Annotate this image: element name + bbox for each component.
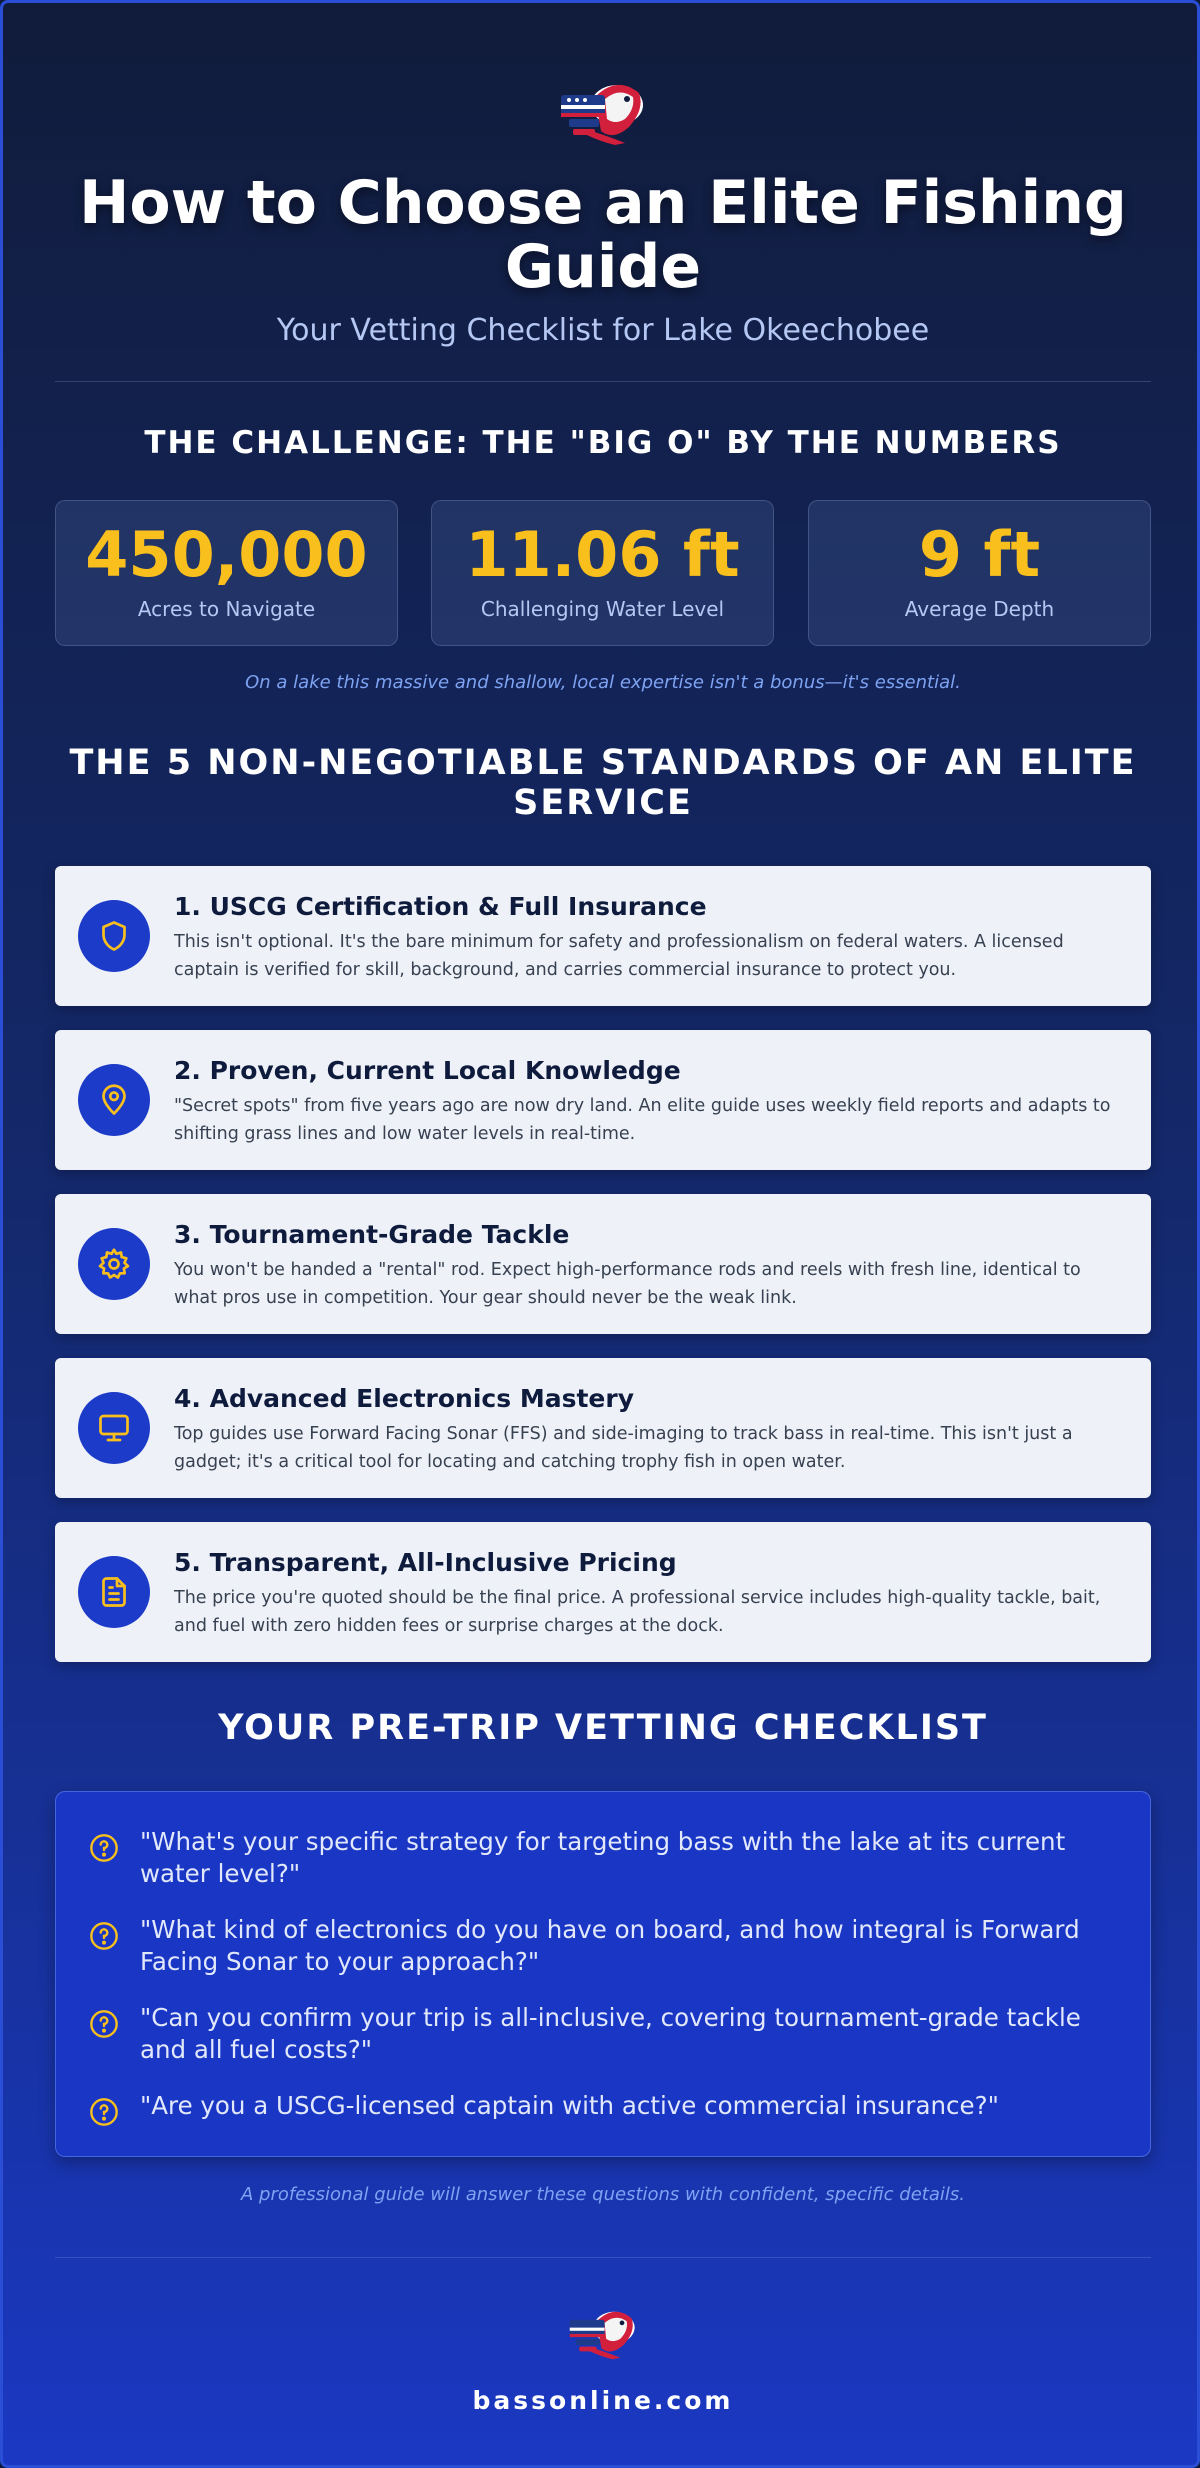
bass-fish-logo — [555, 69, 651, 147]
standard-description: You won't be handed a "rental" rod. Expect high-performance rods and reels with fresh line, identical to what pros use in competition. Your gear should never be the weak link. — [174, 1260, 1081, 1308]
checklist-heading: YOUR PRE-TRIP VETTING CHECKLIST — [218, 1708, 988, 1748]
standard-card-1 — [55, 866, 1151, 1006]
standard-title: 2. Proven, Current Local Knowledge — [174, 1056, 681, 1085]
standard-card-5 — [55, 1522, 1151, 1662]
checklist-question: "What's your specific strategy for targeting bass with the lake at its current water level?" — [140, 1827, 1066, 1888]
challenge-heading: THE CHALLENGE: THE "BIG O" BY THE NUMBERS — [144, 425, 1062, 461]
checklist-note: A professional guide will answer these questions with confident, specific details. — [240, 2184, 965, 2205]
shield-icon — [96, 918, 132, 954]
page-title: How to Choose an Elite Fishing Guide — [79, 168, 1127, 302]
standard-card-3 — [55, 1194, 1151, 1334]
question-circle-icon — [88, 1832, 120, 1864]
standard-description: This isn't optional. It's the bare minimum for safety and professionalism on federal waters. A licensed captain is verified for skill, background, and carries commercial insurance to protect you. — [174, 932, 1064, 980]
standard-title: 1. USCG Certification & Full Insurance — [174, 892, 707, 921]
standard-card-2 — [55, 1030, 1151, 1170]
stat-card-depth — [808, 500, 1151, 646]
standard-description: Top guides use Forward Facing Sonar (FFS) and side-imaging to track bass in real-time. This isn't just a gadget; it's a critical tool for locating and catching trophy fish in open water. — [174, 1424, 1073, 1472]
bass-fish-logo-footer — [565, 2299, 641, 2361]
standards-heading: THE 5 NON-NEGOTIABLE STANDARDS OF AN ELITE SERVICE — [69, 743, 1137, 823]
footer-site-link[interactable]: bassonline.com — [472, 2386, 734, 2415]
map-pin-icon-badge — [78, 1064, 150, 1136]
stat-label: Average Depth — [904, 597, 1055, 621]
document-icon-badge — [78, 1556, 150, 1628]
standard-description: "Secret spots" from five years ago are now dry land. An elite guide uses weekly field reports and adapts to shifting grass lines and low water levels in real-time. — [174, 1096, 1111, 1144]
standard-description: The price you're quoted should be the final price. A professional service includes high-quality tackle, bait, and fuel with zero hidden fees or surprise charges at the dock. — [174, 1588, 1101, 1636]
header-divider — [55, 381, 1151, 382]
map-pin-icon — [96, 1082, 132, 1118]
checklist-question: "Are you a USCG-licensed captain with active commercial insurance?" — [140, 2091, 999, 2120]
page-subtitle: Your Vetting Checklist for Lake Okeechobee — [276, 313, 930, 348]
question-circle-icon — [88, 2096, 120, 2128]
stat-value: 450,000 — [85, 518, 368, 591]
stat-label: Challenging Water Level — [480, 597, 725, 621]
stat-value: 9 ft — [918, 518, 1041, 591]
gear-icon — [96, 1246, 132, 1282]
checklist-box — [55, 1791, 1151, 2157]
standard-title: 5. Transparent, All-Inclusive Pricing — [174, 1548, 677, 1577]
question-circle-icon — [88, 2008, 120, 2040]
checklist-question: "What kind of electronics do you have on board, and how integral is Forward Facing Sonar to your approach?" — [140, 1915, 1080, 1976]
standard-title: 3. Tournament-Grade Tackle — [174, 1220, 570, 1249]
challenge-note: On a lake this massive and shallow, local expertise isn't a bonus—it's essential. — [245, 672, 961, 693]
question-circle-icon — [88, 1920, 120, 1952]
gear-icon-badge — [78, 1228, 150, 1300]
stat-card-acres — [55, 500, 398, 646]
shield-icon-badge — [78, 900, 150, 972]
checklist-question: "Can you confirm your trip is all-inclusive, covering tournament-grade tackle and all fuel costs?" — [140, 2003, 1081, 2064]
standard-card-4 — [55, 1358, 1151, 1498]
stat-card-water-level — [431, 500, 774, 646]
monitor-icon — [96, 1410, 132, 1446]
document-icon — [96, 1574, 132, 1610]
monitor-icon-badge — [78, 1392, 150, 1464]
stat-label: Acres to Navigate — [137, 597, 316, 621]
standard-title: 4. Advanced Electronics Mastery — [174, 1384, 634, 1413]
footer-divider — [55, 2257, 1151, 2258]
stat-value: 11.06 ft — [465, 518, 740, 591]
